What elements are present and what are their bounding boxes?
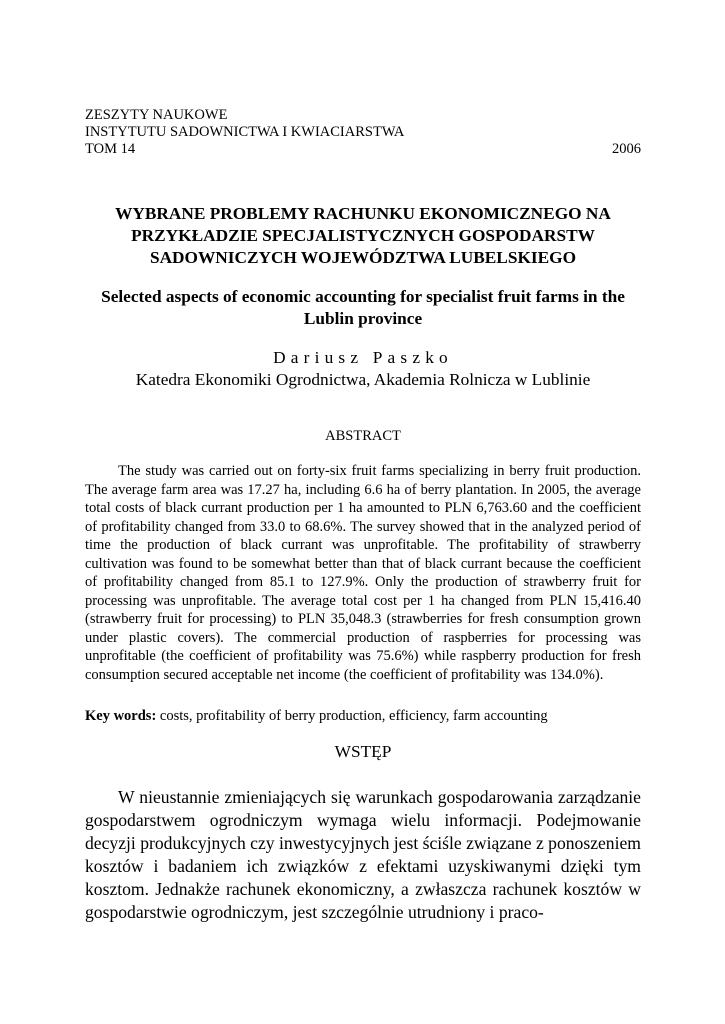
- title-polish-line: PRZYKŁADZIE SPECJALISTYCZNYCH GOSPODARSTW: [131, 226, 595, 245]
- title-polish: [85, 203, 641, 269]
- publication-year: 2006: [612, 141, 641, 157]
- volume-row: [85, 141, 641, 158]
- author-name: Dariusz Paszko: [273, 348, 453, 367]
- journal-name: ZESZYTY NAUKOWE: [85, 107, 228, 123]
- institute-name: INSTYTUTU SADOWNICTWA I KWIACIARSTWA: [85, 124, 405, 140]
- keywords-text: costs, profitability of berry production, efficiency, farm accounting: [156, 708, 548, 724]
- introduction-text: W nieustannie zmieniających się warunkach gospodarowania zarządzanie gospodarstwem ogrodniczym wymaga wielu informacji. Podejmowanie decyzji produkcyjnych czy inwestycyjnych jest ściśle związane z ponoszeniem kosztów i badaniem ich związków z efektami uzyskiwanymi dzięki tym kosztom. Jednakże rachunek ekonomiczny, a zwłaszcza rachunek kosztów w gospodarstwie ogrodniczym, jest szczególnie utrudniony i praco-: [85, 787, 641, 922]
- title-english-line: Lublin province: [303, 309, 423, 328]
- abstract-heading: ABSTRACT: [325, 428, 401, 444]
- title-polish-line: WYBRANE PROBLEMY RACHUNKU EKONOMICZNEGO NA: [115, 204, 611, 223]
- section-heading: WSTĘP: [334, 742, 392, 761]
- journal-header: [85, 107, 641, 158]
- volume-number: TOM 14: [85, 141, 136, 157]
- author-affiliation: Katedra Ekonomiki Ogrodnictwa, Akademia Rolnicza w Lublinie: [135, 370, 591, 389]
- abstract-text: The study was carried out on forty-six fruit farms specializing in berry fruit production. The average farm area was 17.27 ha, including 6.6 ha of berry plantation. In 2005, the average total costs of black currant production per 1 ha amounted to PLN 6,763.60 and the coefficient of profitability changed from 33.0 to 68.6%. The survey showed that in the analyzed period of time the production of black currant was unprofitable. The profitability of strawberry cultivation was found to be somewhat better than that of black currant because the coefficient of profitability changed from 85.1 to 127.9%. Only the production of strawberry fruit for processing was unprofitable. The average total cost per 1 ha changed from PLN 15,416.40 (strawberry fruit for processing) to PLN 35,048.3 (strawberries for fresh consumption grown under plastic covers). The commercial production of raspberries for processing was unprofitable (the coefficient of profitability was 75.6%) while raspberry production for fresh consumption secured acceptable net income (the coefficient of profitability was 134.0%).: [85, 463, 641, 683]
- keywords-label: Key words:: [85, 708, 157, 724]
- title-polish-line: SADOWNICZYCH WOJEWÓDZTWA LUBELSKIEGO: [149, 248, 577, 267]
- title-english: [85, 286, 641, 330]
- title-english-line: Selected aspects of economic accounting for specialist fruit farms in the: [101, 287, 625, 306]
- keywords: [85, 707, 641, 725]
